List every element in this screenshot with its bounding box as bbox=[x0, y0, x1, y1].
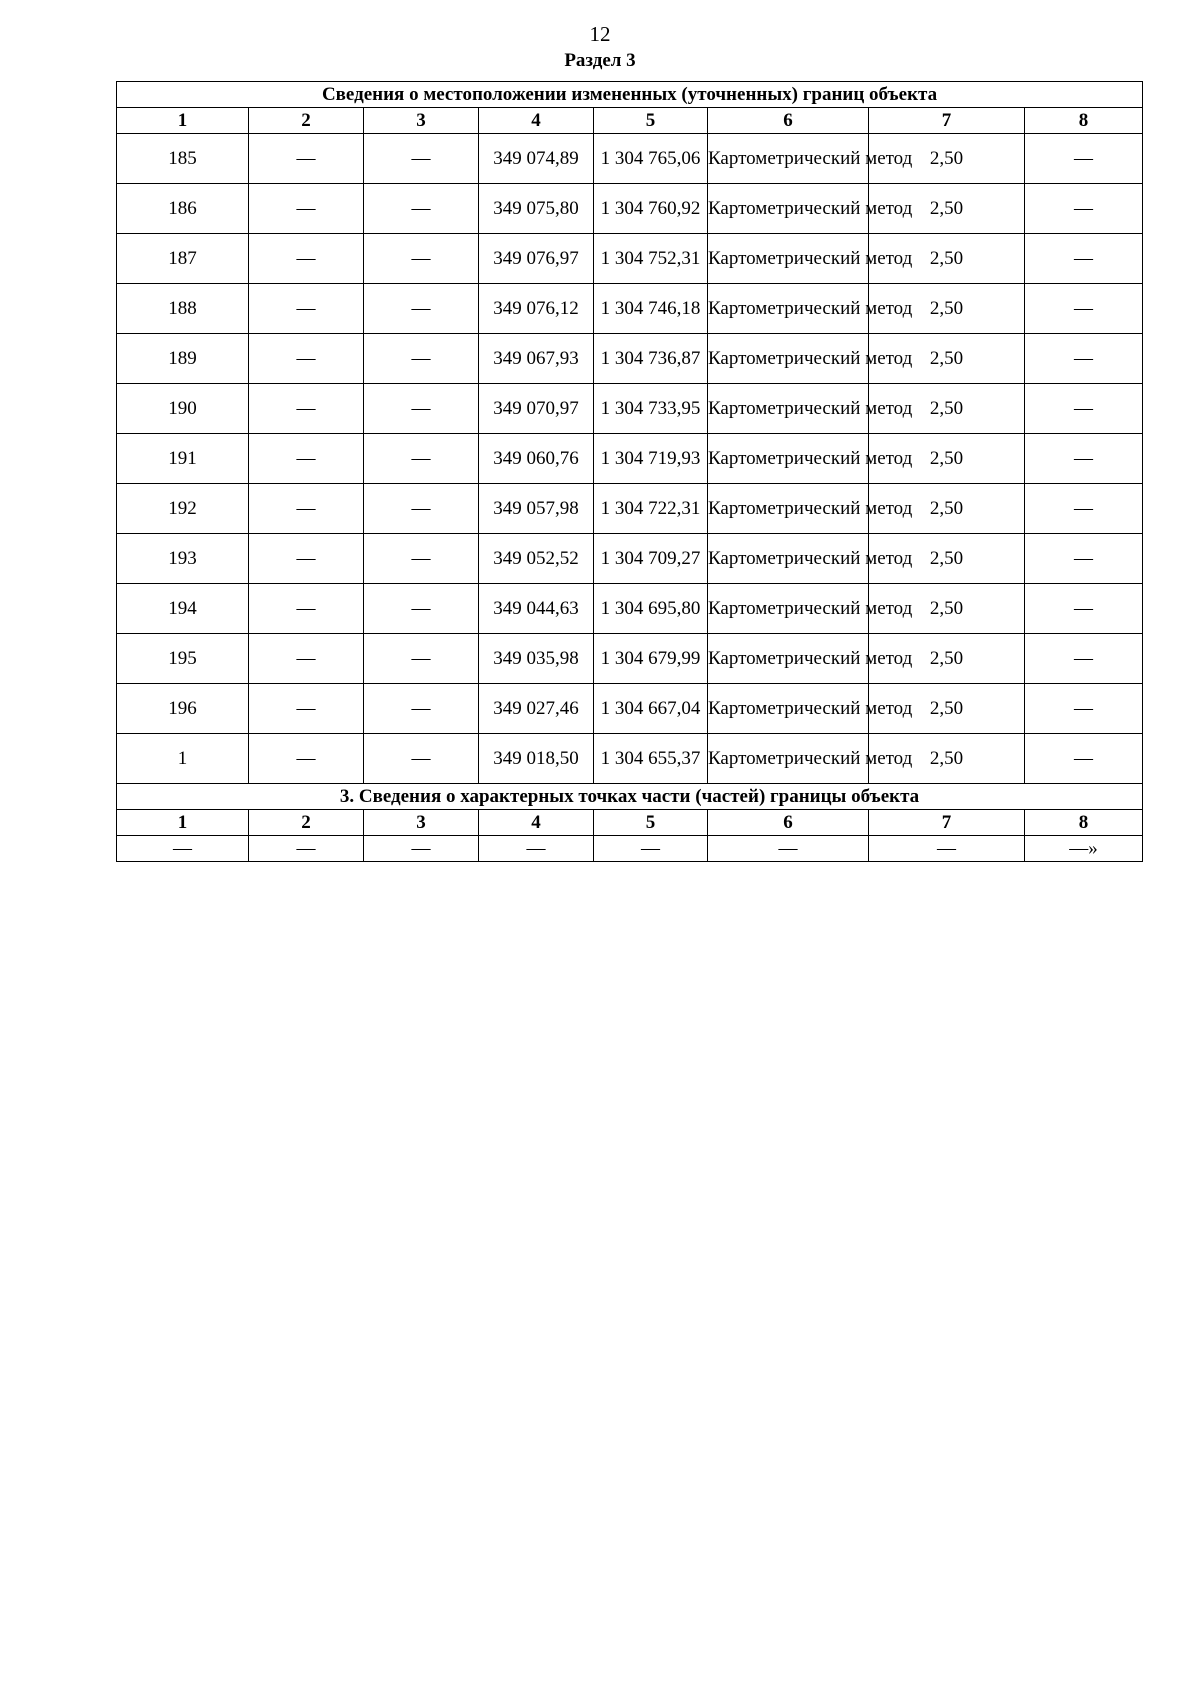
table-cell: Картометрический метод bbox=[708, 534, 869, 584]
table-cell: — bbox=[364, 284, 479, 334]
table-cell: — bbox=[1025, 184, 1143, 234]
table-cell: — bbox=[249, 234, 364, 284]
table-cell: 1 304 765,06 bbox=[594, 134, 708, 184]
table-cell: —» bbox=[1025, 836, 1143, 862]
table-cell: Картометрический метод bbox=[708, 484, 869, 534]
table-cell: 188 bbox=[117, 284, 249, 334]
table-cell: 349 074,89 bbox=[479, 134, 594, 184]
table-cell: 349 060,76 bbox=[479, 434, 594, 484]
table-cell: 2,50 bbox=[869, 334, 1025, 384]
table-cell: 2 bbox=[249, 810, 364, 836]
table-cell: — bbox=[249, 684, 364, 734]
table-cell: — bbox=[1025, 284, 1143, 334]
table-body bbox=[117, 82, 1143, 862]
table-cell: 2,50 bbox=[869, 384, 1025, 434]
table2-title bbox=[117, 784, 1143, 810]
table-cell: — bbox=[364, 134, 479, 184]
table-cell: 185 bbox=[117, 134, 249, 184]
table-cell: — bbox=[249, 836, 364, 862]
table-cell: 2,50 bbox=[869, 734, 1025, 784]
table-cell: 349 018,50 bbox=[479, 734, 594, 784]
table-cell: — bbox=[364, 384, 479, 434]
table-row bbox=[117, 484, 1143, 534]
table-cell: 3 bbox=[364, 108, 479, 134]
table-cell: 192 bbox=[117, 484, 249, 534]
table-cell: — bbox=[249, 734, 364, 784]
table-cell: — bbox=[364, 334, 479, 384]
table-cell: Картометрический метод bbox=[708, 584, 869, 634]
table-row bbox=[117, 234, 1143, 284]
table-cell: — bbox=[1025, 334, 1143, 384]
table-cell: — bbox=[249, 534, 364, 584]
table-cell: 195 bbox=[117, 634, 249, 684]
table-cell: 349 067,93 bbox=[479, 334, 594, 384]
table-cell: 6 bbox=[708, 108, 869, 134]
boundary-table bbox=[116, 81, 1143, 862]
table-cell: 349 044,63 bbox=[479, 584, 594, 634]
table-cell: 349 027,46 bbox=[479, 684, 594, 734]
table-cell: 349 070,97 bbox=[479, 384, 594, 434]
table-cell: 1 304 679,99 bbox=[594, 634, 708, 684]
table-cell: 2,50 bbox=[869, 584, 1025, 634]
table-cell: 5 bbox=[594, 810, 708, 836]
table-cell: 2,50 bbox=[869, 284, 1025, 334]
table-cell: — bbox=[117, 836, 249, 862]
table-cell: 2,50 bbox=[869, 184, 1025, 234]
page-number: 12 bbox=[589, 22, 611, 46]
table-cell: 349 035,98 bbox=[479, 634, 594, 684]
table-cell: — bbox=[1025, 234, 1143, 284]
table-cell: 2,50 bbox=[869, 634, 1025, 684]
table-cell: — bbox=[249, 184, 364, 234]
table-cell: — bbox=[249, 134, 364, 184]
table-cell: 2,50 bbox=[869, 134, 1025, 184]
table-cell: Картометрический метод bbox=[708, 684, 869, 734]
table-cell: 1 304 709,27 bbox=[594, 534, 708, 584]
table-cell: 3 bbox=[364, 810, 479, 836]
table-cell: 1 bbox=[117, 108, 249, 134]
table-cell: Картометрический метод bbox=[708, 434, 869, 484]
table-cell: 2,50 bbox=[869, 434, 1025, 484]
table2-title-cell: 3. Сведения о характерных точках части (частей) границы объекта bbox=[117, 784, 1143, 810]
table-row bbox=[117, 734, 1143, 784]
table-cell: Картометрический метод bbox=[708, 184, 869, 234]
table-row bbox=[117, 836, 1143, 862]
table-cell: — bbox=[249, 634, 364, 684]
table-cell: — bbox=[364, 734, 479, 784]
table-cell: 2,50 bbox=[869, 484, 1025, 534]
table-row bbox=[117, 534, 1143, 584]
table-cell: 349 075,80 bbox=[479, 184, 594, 234]
table-cell: 1 304 733,95 bbox=[594, 384, 708, 434]
table-cell: 7 bbox=[869, 810, 1025, 836]
table-cell: Картометрический метод bbox=[708, 734, 869, 784]
table-cell: 349 052,52 bbox=[479, 534, 594, 584]
table-cell: — bbox=[708, 836, 869, 862]
table-cell: — bbox=[1025, 434, 1143, 484]
table-cell: — bbox=[364, 534, 479, 584]
table-cell: 2,50 bbox=[869, 534, 1025, 584]
table-cell: Картометрический метод bbox=[708, 384, 869, 434]
table-cell: — bbox=[1025, 634, 1143, 684]
table-cell: — bbox=[1025, 684, 1143, 734]
table-cell: — bbox=[364, 234, 479, 284]
table-cell: — bbox=[249, 434, 364, 484]
table-row bbox=[117, 634, 1143, 684]
table-cell: — bbox=[1025, 734, 1143, 784]
table-cell: 1 304 736,87 bbox=[594, 334, 708, 384]
section-title: Раздел 3 bbox=[564, 50, 636, 71]
table-cell: 191 bbox=[117, 434, 249, 484]
table-cell: 1 304 695,80 bbox=[594, 584, 708, 634]
table-row bbox=[117, 184, 1143, 234]
table-cell: — bbox=[364, 184, 479, 234]
table-cell: 1 304 746,18 bbox=[594, 284, 708, 334]
table-cell: — bbox=[1025, 534, 1143, 584]
table-cell: 2,50 bbox=[869, 234, 1025, 284]
table-cell: 1 304 760,92 bbox=[594, 184, 708, 234]
table-cell: 1 bbox=[117, 734, 249, 784]
table-cell: — bbox=[1025, 584, 1143, 634]
table-cell: 194 bbox=[117, 584, 249, 634]
table-row bbox=[117, 684, 1143, 734]
table-cell: Картометрический метод bbox=[708, 134, 869, 184]
table-row bbox=[117, 584, 1143, 634]
table-cell: — bbox=[479, 836, 594, 862]
table-cell: 196 bbox=[117, 684, 249, 734]
table-cell: 5 bbox=[594, 108, 708, 134]
table1-header-row bbox=[117, 108, 1143, 134]
table-cell: — bbox=[364, 634, 479, 684]
table1-title bbox=[117, 82, 1143, 108]
table-cell: — bbox=[249, 584, 364, 634]
table-cell: — bbox=[364, 484, 479, 534]
table-row bbox=[117, 384, 1143, 434]
table-cell: 349 076,12 bbox=[479, 284, 594, 334]
table-row bbox=[117, 334, 1143, 384]
table-cell: 8 bbox=[1025, 108, 1143, 134]
table-cell: Картометрический метод bbox=[708, 334, 869, 384]
table-cell: Картометрический метод bbox=[708, 234, 869, 284]
table-cell: — bbox=[249, 334, 364, 384]
table-cell: 8 bbox=[1025, 810, 1143, 836]
table-cell: 1 304 752,31 bbox=[594, 234, 708, 284]
table-cell: — bbox=[594, 836, 708, 862]
table-cell: — bbox=[249, 284, 364, 334]
table-cell: — bbox=[1025, 384, 1143, 434]
table-cell: — bbox=[364, 584, 479, 634]
table-cell: 7 bbox=[869, 108, 1025, 134]
table-cell: Картометрический метод bbox=[708, 634, 869, 684]
table-cell: 349 057,98 bbox=[479, 484, 594, 534]
table-cell: 1 304 719,93 bbox=[594, 434, 708, 484]
table-cell: — bbox=[869, 836, 1025, 862]
table-cell: — bbox=[1025, 134, 1143, 184]
table-cell: 1 304 655,37 bbox=[594, 734, 708, 784]
table-cell: — bbox=[364, 836, 479, 862]
table-cell: 2,50 bbox=[869, 684, 1025, 734]
table-cell: 4 bbox=[479, 810, 594, 836]
table-cell: 4 bbox=[479, 108, 594, 134]
table-cell: 1 304 667,04 bbox=[594, 684, 708, 734]
table-row bbox=[117, 134, 1143, 184]
table-cell: — bbox=[249, 384, 364, 434]
table-cell: 2 bbox=[249, 108, 364, 134]
table-cell: 193 bbox=[117, 534, 249, 584]
table-cell: 186 bbox=[117, 184, 249, 234]
table-cell: — bbox=[249, 484, 364, 534]
table-cell: 6 bbox=[708, 810, 869, 836]
table-cell: — bbox=[364, 684, 479, 734]
table-cell: 187 bbox=[117, 234, 249, 284]
table-cell: 349 076,97 bbox=[479, 234, 594, 284]
table-cell: 1 bbox=[117, 810, 249, 836]
table-cell: 189 bbox=[117, 334, 249, 384]
table2-header-row bbox=[117, 810, 1143, 836]
table-cell: Картометрический метод bbox=[708, 284, 869, 334]
table-cell: 1 304 722,31 bbox=[594, 484, 708, 534]
table-cell: 190 bbox=[117, 384, 249, 434]
table1-title-cell: Сведения о местоположении измененных (уточненных) границ объекта bbox=[117, 82, 1143, 108]
table-row bbox=[117, 434, 1143, 484]
table-row bbox=[117, 284, 1143, 334]
table-cell: — bbox=[1025, 484, 1143, 534]
table-cell: — bbox=[364, 434, 479, 484]
